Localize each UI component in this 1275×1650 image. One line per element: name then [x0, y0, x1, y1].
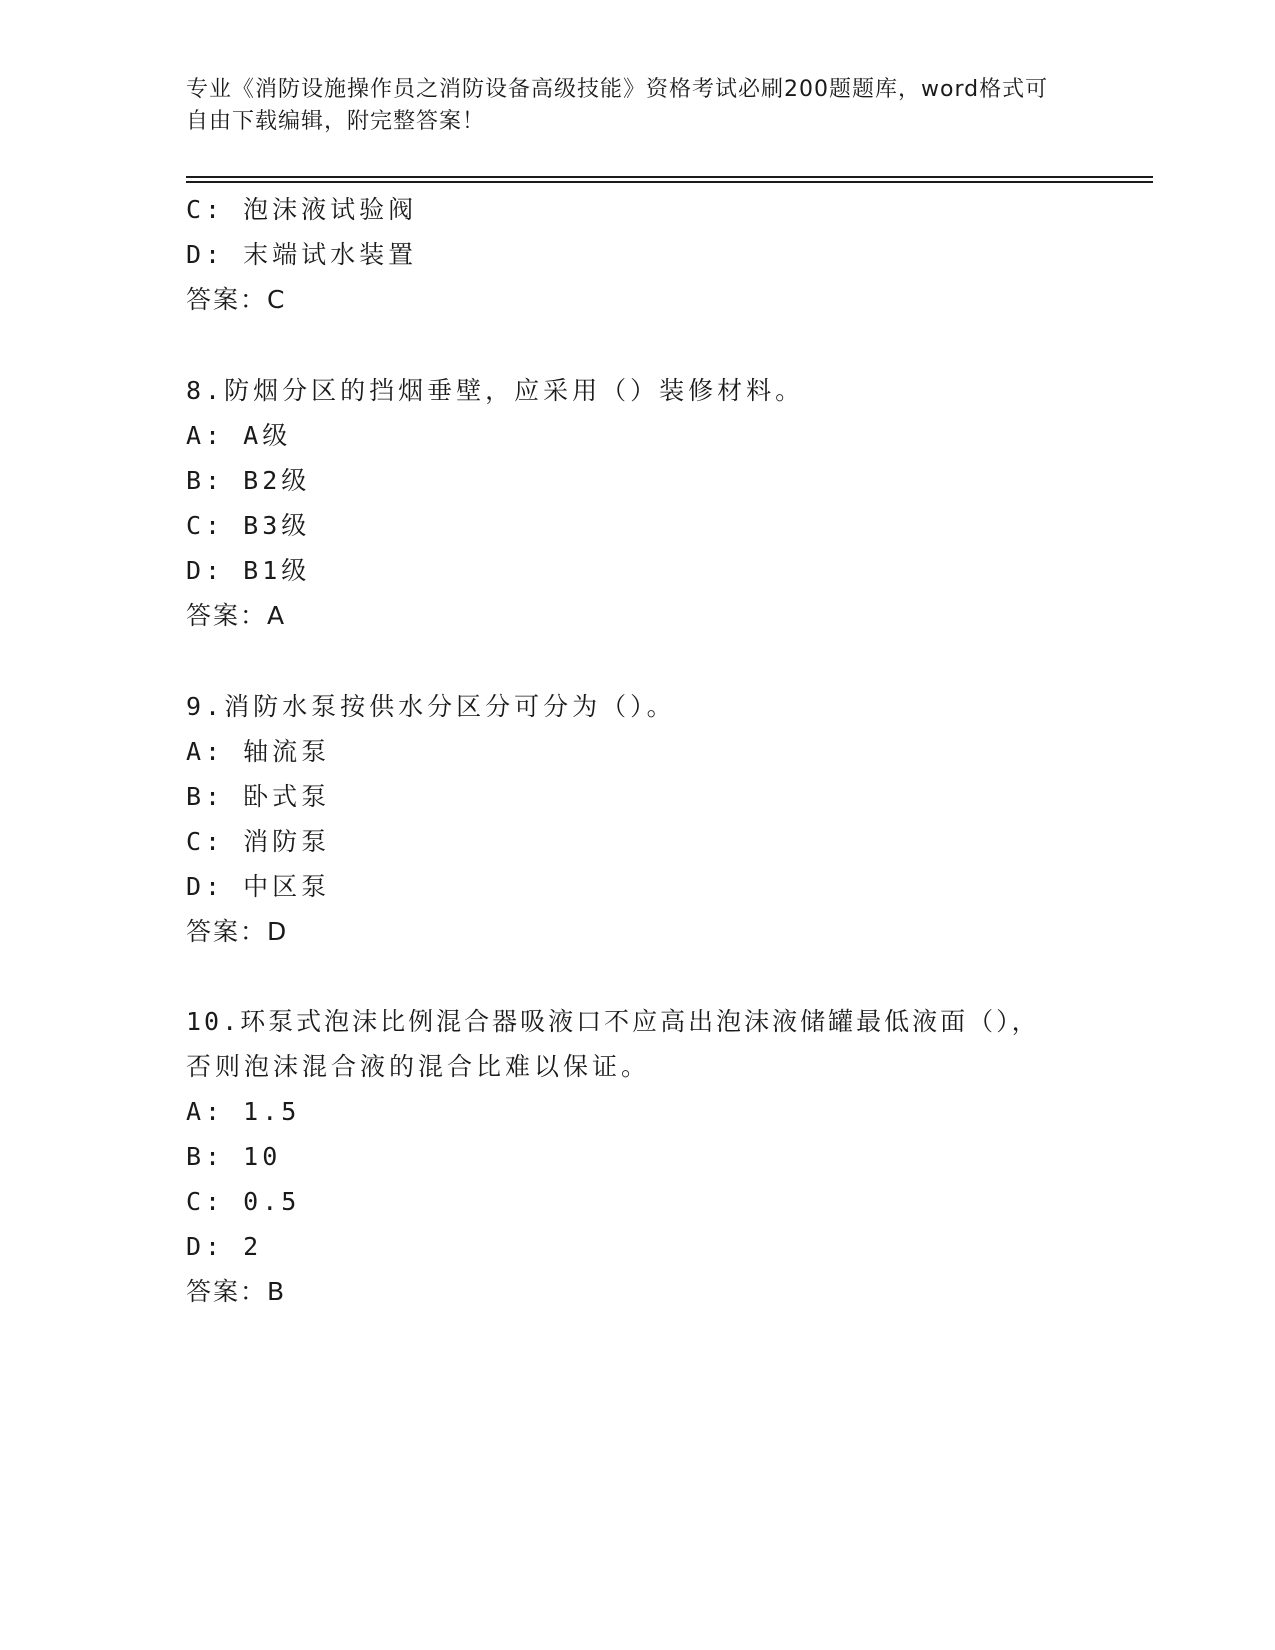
q9-option-b: B: 卧式泵 — [186, 782, 331, 811]
q8-answer: 答案：A — [186, 601, 287, 630]
q8-option-a: A: A级 — [186, 421, 292, 450]
q10-answer: 答案：B — [186, 1277, 287, 1306]
header-divider-top — [186, 176, 1153, 178]
q8-question: 8.防烟分区的挡烟垂壁，应采用（）装修材料。 — [186, 376, 805, 405]
q7-option-c: C: 泡沫液试验阀 — [186, 195, 418, 224]
header-divider-bottom — [186, 181, 1153, 183]
q8-option-b: B: B2级 — [186, 466, 311, 495]
q9-question: 9.消防水泵按供水分区分可分为（）。 — [186, 692, 676, 721]
q7-option-d: D: 末端试水装置 — [186, 240, 418, 269]
q10-option-a: A: 1.5 — [186, 1097, 301, 1126]
q8-option-d: D: B1级 — [186, 556, 311, 585]
q10-question-line2: 否则泡沫混合液的混合比难以保证。 — [186, 1052, 651, 1081]
q10-option-d: D: 2 — [186, 1232, 263, 1261]
q8-option-c: C: B3级 — [186, 511, 311, 540]
q9-option-d: D: 中区泵 — [186, 872, 331, 901]
q10-option-b: B: 10 — [186, 1142, 282, 1171]
q9-option-a: A: 轴流泵 — [186, 737, 331, 766]
q7-answer: 答案：C — [186, 285, 287, 314]
document-header: 专业《消防设施操作员之消防设备高级技能》资格考试必刷200题题库，word格式可自由下载编辑，附完整答案！ — [186, 77, 1049, 134]
q9-option-c: C: 消防泵 — [186, 827, 331, 856]
q9-answer: 答案：D — [186, 917, 289, 946]
q10-option-c: C: 0.5 — [186, 1187, 301, 1216]
q10-question-line1: 10.环泵式泡沫比例混合器吸液口不应高出泡沫液储罐最低液面（）， — [186, 1007, 1040, 1036]
